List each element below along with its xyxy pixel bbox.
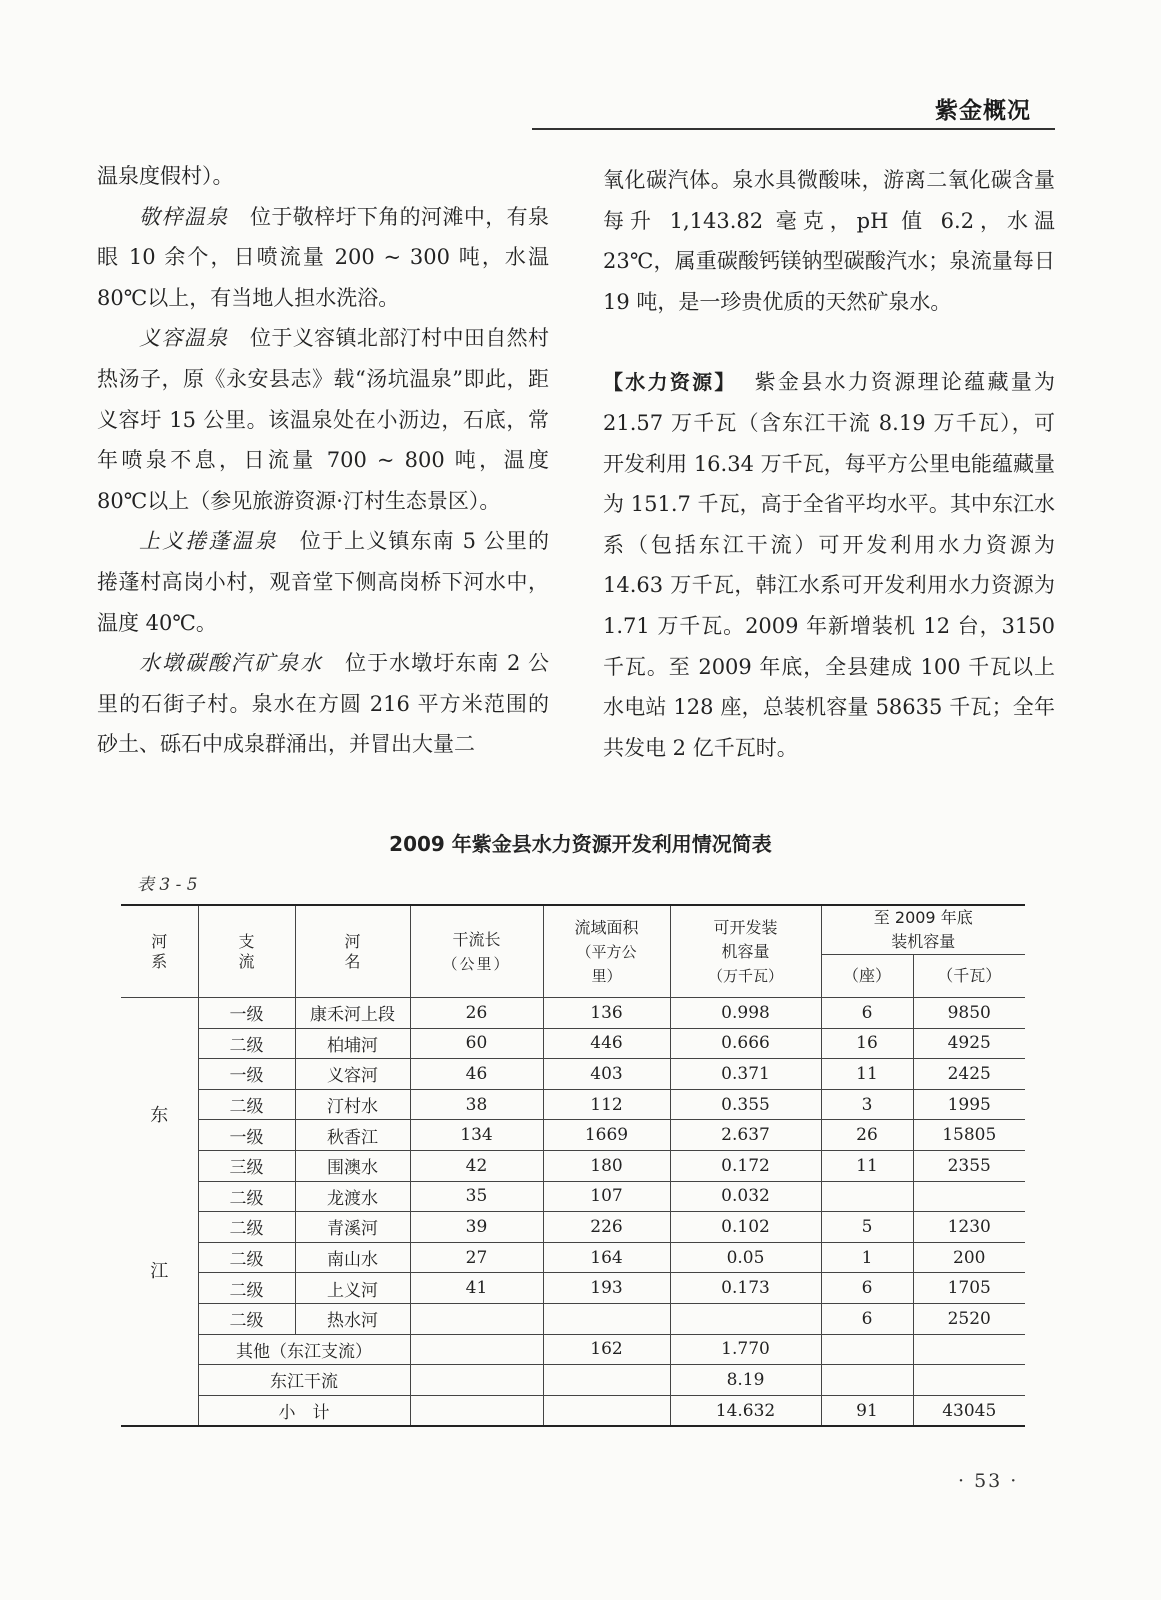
cell-name: 青溪河 [295, 1212, 410, 1243]
cell-length: 35 [410, 1181, 543, 1212]
table-row [121, 1303, 1025, 1334]
summary-row [121, 1365, 1025, 1396]
header-capacity [670, 905, 821, 998]
cell-length: 134 [410, 1120, 543, 1151]
cell-kw: 2355 [913, 1150, 1025, 1181]
river-system-char: 江 [150, 1260, 169, 1282]
header-area-label: 流域面积 [574, 917, 639, 937]
cell-count [821, 1334, 913, 1365]
table-row [121, 1181, 1025, 1212]
running-header-title: 紫金概况 [935, 98, 1031, 124]
cell-length [410, 1334, 543, 1365]
cell-name: 围澳水 [295, 1150, 410, 1181]
keyword-water-resources: 【水力资源】 [603, 370, 737, 395]
cell-length: 42 [410, 1150, 543, 1181]
paragraph-shangyi-spring [97, 521, 549, 643]
cell-count: 26 [821, 1120, 913, 1151]
table-row [121, 1028, 1025, 1059]
cell-tributary: 三级 [198, 1150, 295, 1181]
cell-summary-label: 东江干流 [198, 1365, 410, 1396]
header-installed: 至 2009 年底装机容量 [821, 905, 1025, 955]
cell-count: 91 [821, 1395, 913, 1426]
keyword-yirong-spring: 义容温泉 [139, 326, 229, 351]
cell-length: 38 [410, 1089, 543, 1120]
table-row [121, 1212, 1025, 1243]
cell-tributary: 一级 [198, 1120, 295, 1151]
cell-length: 60 [410, 1028, 543, 1059]
page-number: · 53 · [958, 1470, 1019, 1492]
paragraph-continued: 温泉度假村）。 [97, 164, 234, 188]
cell-tributary: 二级 [198, 1212, 295, 1243]
cell-capacity: 0.666 [670, 1028, 821, 1059]
paragraph-text: 位于敬梓圩下角的河滩中，有泉眼 10 余个，日喷流量 200 ~ 300 吨，水温 80℃以上，有当地人担水洗浴。 [97, 204, 550, 310]
cell-count: 5 [821, 1212, 913, 1243]
cell-area [543, 1303, 670, 1334]
cell-capacity: 0.371 [670, 1059, 821, 1090]
cell-area: 107 [543, 1181, 670, 1212]
paragraph-text: 位于义容镇北部汀村中田自然村热汤子，原《永安县志》载“汤坑温泉”即此，距义容圩 15 公里。该温泉处在小沥边，石底，常年喷泉不息，日流量 700 ~ 800 吨，温度 80℃以上（参见旅游资源·汀村生态景区）。 [97, 326, 550, 513]
cell-kw: 4925 [913, 1028, 1025, 1059]
cell-area: 446 [543, 1028, 670, 1059]
cell-length: 41 [410, 1273, 543, 1304]
header-capacity-unit: （万千瓦） [707, 966, 783, 985]
cell-capacity: 1.770 [670, 1334, 821, 1365]
summary-row [121, 1395, 1025, 1426]
table-title: 2009 年紫金县水力资源开发利用情况简表 [389, 832, 772, 856]
header-length [410, 905, 543, 998]
cell-area: 180 [543, 1150, 670, 1181]
cell-count [821, 1181, 913, 1212]
cell-name: 秋香江 [295, 1120, 410, 1151]
cell-count: 1 [821, 1242, 913, 1273]
cell-tributary: 二级 [198, 1089, 295, 1120]
right-text-column [603, 160, 1055, 768]
cell-kw: 2425 [913, 1059, 1025, 1090]
cell-capacity [670, 1303, 821, 1334]
cell-length: 27 [410, 1242, 543, 1273]
cell-summary-label: 小 计 [198, 1395, 410, 1426]
header-installed-kw-unit: （千瓦） [913, 955, 1025, 998]
cell-length [410, 1395, 543, 1426]
cell-kw: 1995 [913, 1089, 1025, 1120]
cell-capacity: 0.998 [670, 998, 821, 1029]
cell-capacity: 0.05 [670, 1242, 821, 1273]
keyword-shuidun-mineral-water: 水墩碳酸汽矿泉水 [139, 651, 324, 676]
header-installed-count-unit: （座） [821, 955, 913, 998]
cell-area [543, 1395, 670, 1426]
cell-name: 南山水 [295, 1242, 410, 1273]
cell-area: 162 [543, 1334, 670, 1365]
cell-capacity: 8.19 [670, 1365, 821, 1396]
cell-tributary: 二级 [198, 1273, 295, 1304]
cell-name: 龙渡水 [295, 1181, 410, 1212]
cell-kw: 2520 [913, 1303, 1025, 1334]
cell-name: 上义河 [295, 1273, 410, 1304]
cell-area: 164 [543, 1242, 670, 1273]
cell-area: 1669 [543, 1120, 670, 1151]
left-text-column [97, 156, 549, 765]
table-row [121, 998, 1025, 1029]
cell-tributary: 一级 [198, 1059, 295, 1090]
table-row [121, 1273, 1025, 1304]
header-river-name: 河名 [295, 905, 410, 998]
cell-capacity: 0.102 [670, 1212, 821, 1243]
cell-name: 汀村水 [295, 1089, 410, 1120]
cell-kw: 1705 [913, 1273, 1025, 1304]
cell-capacity: 0.173 [670, 1273, 821, 1304]
cell-kw: 43045 [913, 1395, 1025, 1426]
river-system-cell [121, 998, 198, 1427]
cell-area: 226 [543, 1212, 670, 1243]
table-number: 表 3 - 5 [137, 875, 198, 895]
cell-count: 16 [821, 1028, 913, 1059]
cell-count: 6 [821, 1273, 913, 1304]
cell-kw: 200 [913, 1242, 1025, 1273]
cell-length: 46 [410, 1059, 543, 1090]
header-length-unit: （公里） [442, 954, 511, 973]
paragraph-gap [603, 322, 1055, 362]
cell-area: 136 [543, 998, 670, 1029]
paragraph-water-resources [603, 362, 1055, 768]
cell-length [410, 1303, 543, 1334]
paragraph-shuidun-mineral-water [97, 643, 549, 765]
header-length-label: 干流长 [452, 929, 501, 949]
table-row [121, 1089, 1025, 1120]
cell-tributary: 二级 [198, 1303, 295, 1334]
keyword-jingzi-spring: 敬梓温泉 [139, 204, 229, 229]
paragraph-yirong-spring [97, 318, 549, 521]
cell-capacity: 0.032 [670, 1181, 821, 1212]
cell-capacity: 0.355 [670, 1089, 821, 1120]
paragraph-text: 位于水墩圩东南 2 公里的石街子村。泉水在方圆 216 平方米范围的砂土、砾石中成泉群涌出，并冒出大量二 [97, 651, 549, 757]
cell-count: 3 [821, 1089, 913, 1120]
cell-tributary: 二级 [198, 1028, 295, 1059]
table-row [121, 1150, 1025, 1181]
cell-capacity: 14.632 [670, 1395, 821, 1426]
river-system-char: 东 [150, 1104, 169, 1126]
cell-name: 康禾河上段 [295, 998, 410, 1029]
cell-area: 112 [543, 1089, 670, 1120]
header-capacity-label: 可开发装机容量 [713, 917, 778, 961]
cell-count: 6 [821, 998, 913, 1029]
table-row [121, 1242, 1025, 1273]
cell-name: 柏埔河 [295, 1028, 410, 1059]
keyword-shangyi-spring: 上义捲蓬温泉 [139, 529, 278, 554]
cell-length: 39 [410, 1212, 543, 1243]
cell-name: 热水河 [295, 1303, 410, 1334]
cell-count [821, 1365, 913, 1396]
cell-area [543, 1365, 670, 1396]
cell-length: 26 [410, 998, 543, 1029]
paragraph-mineral-continued: 氧化碳汽体。泉水具微酸味，游离二氧化碳含量每升 1,143.82 毫克，pH 值 6.2，水温 23℃，属重碳酸钙镁钠型碳酸汽水；泉流量每日 19 吨，是一珍贵优质的天然矿泉水。 [603, 168, 1055, 314]
table-row [121, 1120, 1025, 1151]
cell-tributary: 一级 [198, 998, 295, 1029]
paragraph-text: 位于上义镇东南 5 公里的捲蓬村高岗小村，观音堂下侧高岗桥下河水中，温度 40℃。 [97, 529, 549, 635]
header-river-system: 河系 [121, 905, 198, 998]
cell-length [410, 1365, 543, 1396]
cell-summary-label: 其他（东江支流） [198, 1334, 410, 1365]
cell-kw: 15805 [913, 1120, 1025, 1151]
hydropower-table [121, 904, 1025, 1427]
cell-count: 11 [821, 1150, 913, 1181]
summary-row [121, 1334, 1025, 1365]
header-tributary: 支流 [198, 905, 295, 998]
header-area-unit: （平方公里） [576, 942, 637, 985]
cell-kw [913, 1334, 1025, 1365]
cell-kw [913, 1365, 1025, 1396]
table-row [121, 1059, 1025, 1090]
header-area [543, 905, 670, 998]
cell-kw: 9850 [913, 998, 1025, 1029]
cell-count: 11 [821, 1059, 913, 1090]
header-rule [532, 128, 1055, 130]
cell-area: 193 [543, 1273, 670, 1304]
cell-tributary: 二级 [198, 1242, 295, 1273]
paragraph-text: 紫金县水力资源理论蕴藏量为 21.57 万千瓦（含东江干流 8.19 万千瓦），可开发利用 16.34 万千瓦，每平方公里电能蕴藏量为 151.7 千瓦，高于全省平均水平。其中东江水系（包括东江干流）可开发利用水力资源为 14.63 万千瓦，韩江水系可开发利用水力资源为 1.71 万千瓦。2009 年新增装机 12 台，3150 千瓦。至 2009 年底，全县建成 100 千瓦以上水电站 128 座，总装机容量 58635 千瓦；全年共发电 2 亿千瓦时。 [603, 370, 1056, 760]
cell-tributary: 二级 [198, 1181, 295, 1212]
cell-capacity: 2.637 [670, 1120, 821, 1151]
cell-capacity: 0.172 [670, 1150, 821, 1181]
cell-count: 6 [821, 1303, 913, 1334]
cell-kw: 1230 [913, 1212, 1025, 1243]
cell-kw [913, 1181, 1025, 1212]
cell-area: 403 [543, 1059, 670, 1090]
paragraph-jingzi-spring [97, 197, 549, 319]
cell-name: 义容河 [295, 1059, 410, 1090]
